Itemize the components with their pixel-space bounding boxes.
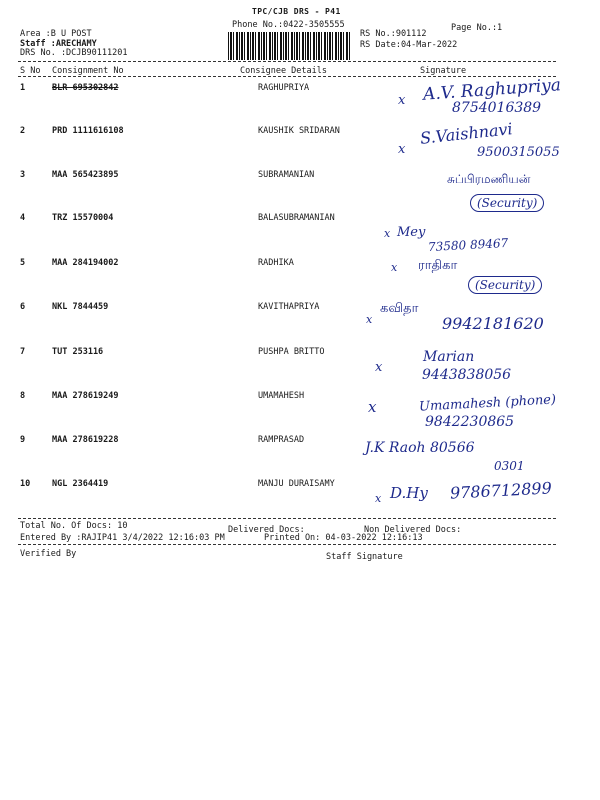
row-consignment: MAA 284194002 bbox=[52, 258, 119, 268]
row-sno: 9 bbox=[20, 435, 26, 445]
tick-mark-icon: x bbox=[384, 227, 391, 240]
phone-number: Phone No.:0422-3505555 bbox=[232, 20, 345, 30]
tick-mark-icon: x bbox=[398, 142, 406, 157]
column-header-signature: Signature bbox=[420, 66, 467, 76]
signature-phone: 9842230865 bbox=[425, 414, 515, 430]
row-consignee: KAUSHIK SRIDARAN bbox=[258, 126, 340, 136]
divider bbox=[18, 518, 556, 519]
signature-name: கவிதா bbox=[380, 301, 419, 316]
column-header-consignment: Consignment No bbox=[52, 66, 124, 76]
row-consignment: NGL 2364419 bbox=[52, 479, 109, 489]
printed-on: Printed On: 04-03-2022 12:16:13 bbox=[264, 533, 423, 543]
row-sno: 4 bbox=[20, 213, 26, 223]
row-sno: 2 bbox=[20, 126, 26, 136]
signature-phone: 73580 89467 bbox=[427, 235, 509, 255]
signature-name: சுப்பிரமணியன் bbox=[447, 172, 531, 186]
row-consignment: MAA 565423895 bbox=[52, 170, 119, 180]
row-consignment: MAA 278619228 bbox=[52, 435, 119, 445]
row-consignment: MAA 278619249 bbox=[52, 391, 119, 401]
signature-phone: 9942181620 bbox=[442, 314, 544, 333]
row-consignment: PRD 1111616108 bbox=[52, 126, 124, 136]
document-title: TPC/CJB DRS - P41 bbox=[252, 7, 341, 16]
tick-mark-icon: x bbox=[398, 93, 406, 108]
row-consignee: MANJU DURAISAMY bbox=[258, 479, 335, 489]
signature-name: A.V. Raghupriya bbox=[422, 75, 562, 105]
tick-mark-icon: x bbox=[368, 398, 377, 416]
row-consignee: RAMPRASAD bbox=[258, 435, 305, 445]
signature-note: 0301 bbox=[494, 459, 525, 473]
verified-by: Verified By bbox=[20, 549, 77, 559]
signature-phone: 9500315055 bbox=[477, 145, 560, 160]
tick-mark-icon: x bbox=[391, 261, 398, 274]
column-header-consignee: Consignee Details bbox=[240, 66, 327, 76]
row-sno: 7 bbox=[20, 347, 26, 357]
divider bbox=[18, 76, 556, 77]
signature-name: Umamahesh (phone) bbox=[418, 392, 557, 415]
signature-phone: 9443838056 bbox=[422, 367, 512, 383]
tick-mark-icon: x bbox=[375, 360, 383, 375]
row-consignee: UMAMAHESH bbox=[258, 391, 305, 401]
signature-name: Marian bbox=[423, 349, 475, 365]
area-label: Area :B U POST bbox=[20, 29, 92, 39]
staff-signature: Staff Signature bbox=[326, 552, 403, 562]
signature-name: D.Hy bbox=[390, 484, 428, 502]
drs-number: DRS No. :DCJB90111201 bbox=[20, 48, 128, 58]
row-sno: 3 bbox=[20, 170, 26, 180]
row-consignment: NKL 7844459 bbox=[52, 302, 109, 312]
row-sno: 8 bbox=[20, 391, 26, 401]
total-docs: Total No. Of Docs: 10 bbox=[20, 521, 128, 531]
staff-label: Staff :ARECHAMY bbox=[20, 39, 97, 49]
row-consignee: SUBRAMANIAN bbox=[258, 170, 315, 180]
signature-note: (Security) bbox=[470, 194, 544, 212]
column-header-sno: S No bbox=[20, 66, 41, 76]
row-sno: 5 bbox=[20, 258, 26, 268]
row-consignee: PUSHPA BRITTO bbox=[258, 347, 325, 357]
divider bbox=[18, 544, 556, 545]
signature-phone: 9786712899 bbox=[449, 478, 553, 503]
signature-phone: 8754016389 bbox=[452, 100, 542, 116]
row-consignment: TRZ 15570004 bbox=[52, 213, 114, 223]
row-sno: 10 bbox=[20, 479, 31, 489]
row-sno: 1 bbox=[20, 83, 26, 93]
non-delivered-docs: Non Delivered Docs: bbox=[364, 525, 462, 535]
tick-mark-icon: x bbox=[375, 492, 382, 505]
row-consignment: TUT 253116 bbox=[52, 347, 104, 357]
signature-name: J.K Raoh 80566 bbox=[365, 440, 475, 456]
row-consignee: RADHIKA bbox=[258, 258, 294, 268]
row-consignee: KAVITHAPRIYA bbox=[258, 302, 320, 312]
delivered-docs: Delivered Docs: bbox=[228, 525, 305, 535]
page-number: Page No.:1 bbox=[451, 23, 503, 33]
row-consignment: BLR 695302842 bbox=[52, 83, 119, 93]
barcode-icon bbox=[228, 32, 350, 60]
tick-mark-icon: x bbox=[366, 313, 373, 326]
row-sno: 6 bbox=[20, 302, 26, 312]
entered-by: Entered By :RAJIP41 3/4/2022 12:16:03 PM bbox=[20, 533, 225, 543]
signature-name: Mey bbox=[397, 225, 426, 240]
signature-name: ராதிகா bbox=[418, 258, 458, 273]
signature-note: (Security) bbox=[468, 276, 542, 294]
divider bbox=[18, 61, 556, 62]
signature-name: S.Vaishnavi bbox=[419, 119, 514, 148]
row-consignee: RAGHUPRIYA bbox=[258, 83, 310, 93]
rs-date: RS Date:04-Mar-2022 bbox=[360, 40, 458, 50]
rs-number: RS No.:901112 bbox=[360, 29, 427, 39]
row-consignee: BALASUBRAMANIAN bbox=[258, 213, 335, 223]
